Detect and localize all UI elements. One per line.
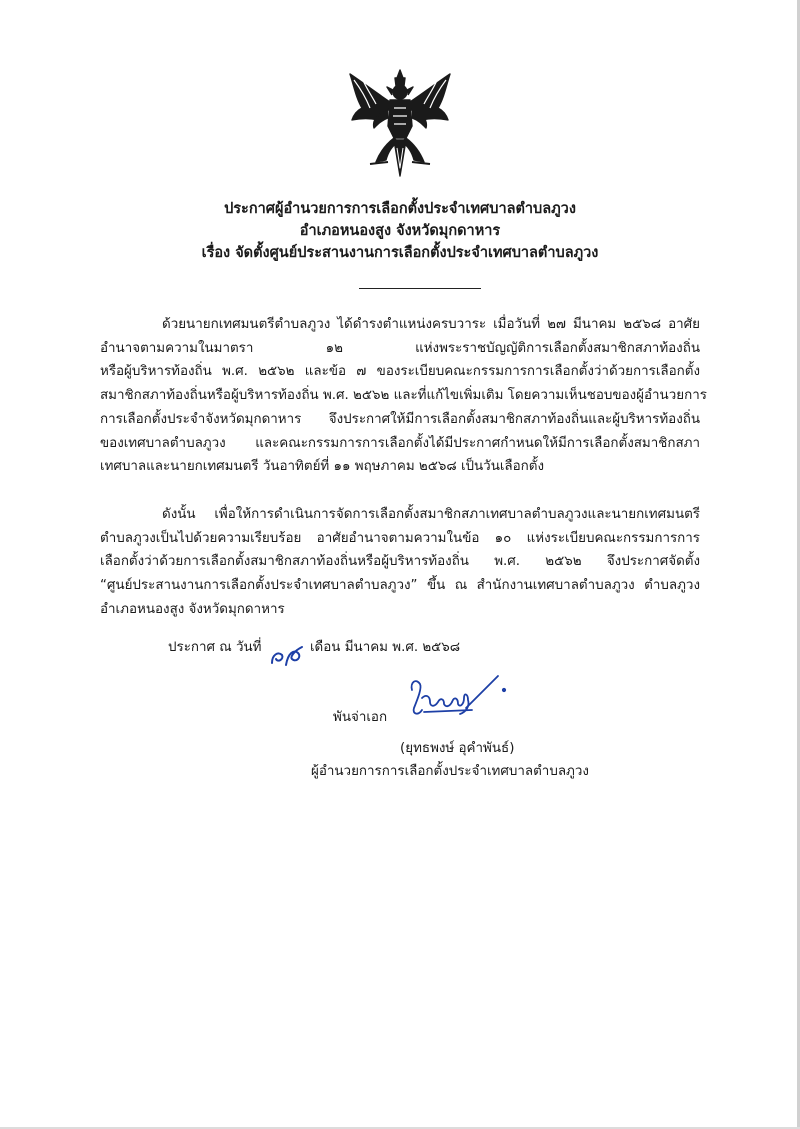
- paragraph-1-line: ด้วยนายกเทศมนตรีตำบลภูวง ได้ดำรงตำแหน่งครบวาระ เมื่อวันที่ ๒๗ มีนาคม ๒๕๖๘ อาศัย: [162, 317, 700, 332]
- paragraph-1-line: หรือผู้บริหารท้องถิ่น พ.ศ. ๒๕๖๒ และข้อ ๗ ของระเบียบคณะกรรมการการเลือกตั้งว่าด้วยการเลือกตั้ง: [100, 364, 700, 380]
- header-line-2: อำเภอหนองสูง จังหวัดมุกดาหาร: [299, 223, 501, 239]
- paragraph-1: [100, 313, 707, 479]
- handwritten-signature: [400, 668, 510, 730]
- paragraph-2-line: ดังนั้น เพื่อให้การดำเนินการจัดการเลือกตั้งสมาชิกสภาเทศบาลตำบลภูวงและนายกเทศมนตรี: [162, 507, 700, 522]
- signer-rank: พันจ่าเอก: [333, 710, 388, 725]
- paragraph-1-line: สมาชิกสภาท้องถิ่นหรือผู้บริหารท้องถิ่น พ.ศ. ๒๕๖๒ และที่แก้ไขเพิ่มเติม โดยความเห็นชอบของผู้อำนวยการ: [100, 388, 707, 404]
- handwritten-day-mark: [268, 643, 306, 669]
- announcement-date: [168, 636, 460, 657]
- paragraph-2: [100, 503, 700, 622]
- header-subject: เรื่อง จัดตั้งศูนย์ประสานงานการเลือกตั้งประจำเทศบาลตำบลภูวง: [201, 245, 599, 261]
- header-line-1: ประกาศผู้อำนวยการการเลือกตั้งประจำเทศบาลตำบลภูวง: [224, 201, 576, 217]
- announcement-header: [60, 198, 740, 264]
- signer-name: (ยุทธพงษ์ อุคำพันธ์): [400, 741, 515, 756]
- garuda-emblem-icon: [340, 68, 460, 180]
- header-divider: [359, 288, 481, 289]
- paragraph-1-line: การเลือกตั้งประจำจังหวัดมุกดาหาร จึงประกาศให้มีการเลือกตั้งสมาชิกสภาท้องถิ่นและผู้บริหารท้องถิ่น: [100, 411, 700, 427]
- announcement-prefix: ประกาศ ณ วันที่: [168, 640, 262, 655]
- paragraph-2-line: อำเภอหนองสูง จังหวัดมุกดาหาร: [100, 601, 285, 617]
- paragraph-2-line: “ศูนย์ประสานงานการเลือกตั้งประจำเทศบาลตำบลภูวง” ขึ้น ณ สำนักงานเทศบาลตำบลภูวง ตำบลภูวง: [100, 578, 700, 594]
- paragraph-2-line: ตำบลภูวงเป็นไปด้วยความเรียบร้อย อาศัยอำนาจตามความในข้อ ๑๐ แห่งระเบียบคณะกรรมการการ: [100, 530, 700, 546]
- announcement-suffix: เดือน มีนาคม พ.ศ. ๒๕๖๘: [309, 640, 461, 655]
- paragraph-1-line: อำนาจตามความในมาตรา ๑๒ แห่งพระราชบัญญัติการเลือกตั้งสมาชิกสภาท้องถิ่น: [100, 340, 700, 356]
- paragraph-1-line: ของเทศบาลตำบลภูวง และคณะกรรมการการเลือกตั้งได้มีประกาศกำหนดให้มีการเลือกตั้งสมาชิกสภา: [100, 435, 700, 451]
- paragraph-1-line: เทศบาลและนายกเทศมนตรี วันอาทิตย์ที่ ๑๑ พฤษภาคม ๒๕๖๘ เป็นวันเลือกตั้ง: [100, 459, 545, 475]
- signer-title: ผู้อำนวยการการเลือกตั้งประจำเทศบาลตำบลภูวง: [311, 764, 589, 779]
- paragraph-2-line: เลือกตั้งว่าด้วยการเลือกตั้งสมาชิกสภาท้องถิ่นหรือผู้บริหารท้องถิ่น พ.ศ. ๒๕๖๒ จึงประกาศจัดตั้ง: [100, 554, 700, 570]
